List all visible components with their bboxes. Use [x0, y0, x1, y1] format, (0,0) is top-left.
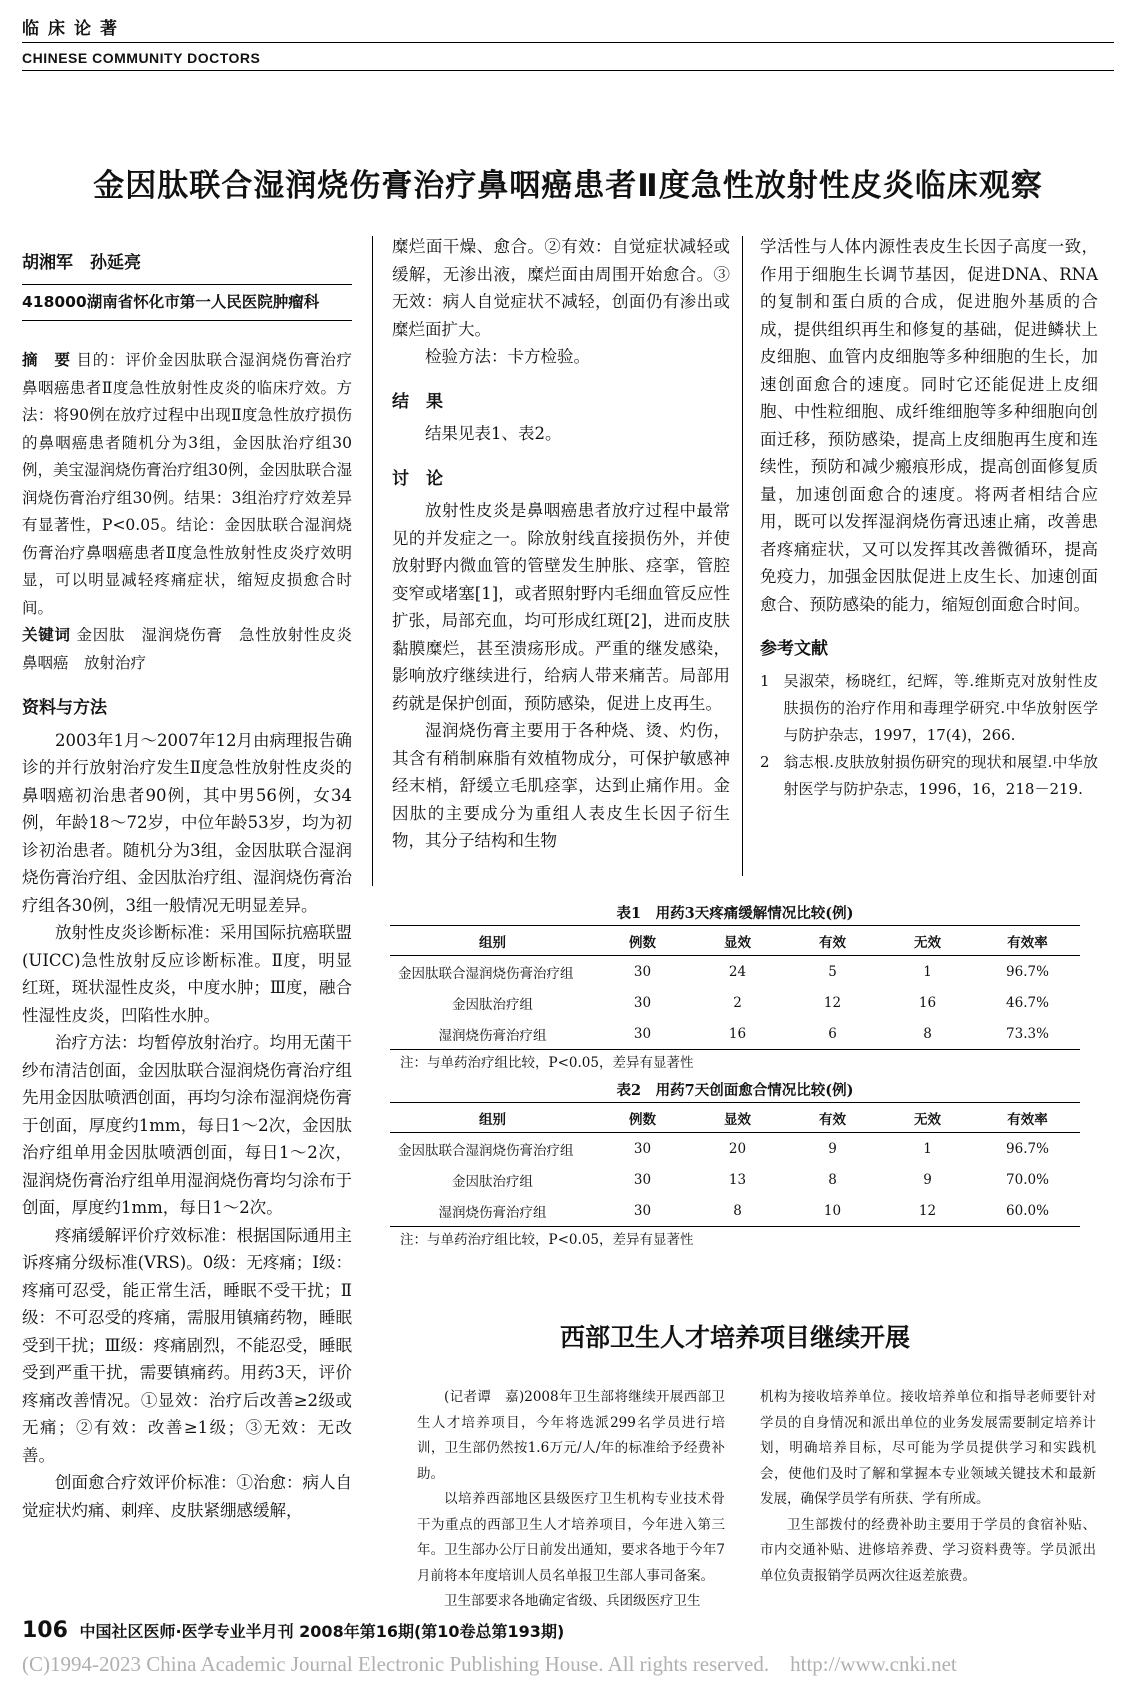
- keywords-text: 金因肽 湿润烧伤膏 急性放射性皮炎 鼻咽癌 放射治疗: [22, 626, 368, 672]
- column-header: 无效: [880, 926, 975, 956]
- table-cell: 20: [728, 1140, 747, 1157]
- table-cell: 8: [690, 1195, 785, 1227]
- table-cell: 9: [828, 1140, 837, 1157]
- table-row: [390, 1164, 1080, 1195]
- table-row: [390, 1133, 1080, 1165]
- table-cell: 16: [918, 994, 937, 1011]
- table-cell: 1: [923, 963, 932, 980]
- news-column-1: [417, 1385, 725, 1615]
- table2-caption: 表2 用药7天创面愈合情况比较(例): [616, 1082, 854, 1099]
- table-row: [390, 987, 1080, 1018]
- header-rule: [22, 42, 1114, 43]
- section-header: 临床论著: [22, 19, 126, 39]
- references-list: [760, 668, 1098, 803]
- results-heading: 结 果: [392, 391, 443, 412]
- table2-note: 注：与单药治疗组比较，P<0.05，差异有显著性: [400, 1232, 694, 1248]
- news-column-2: [760, 1385, 1096, 1589]
- test-method: 检验方法：卡方检验。: [425, 347, 590, 366]
- column-1: [22, 250, 368, 1524]
- table-cell: 金因肽联合湿润烧伤膏治疗组: [398, 1142, 574, 1159]
- column-header: 组别: [390, 926, 595, 956]
- criteria-continued: 糜烂面干燥、愈合。②有效：自觉症状减轻或缓解，无渗出液，糜烂面由周围开始愈合。③无效：病人自觉症状不减轻，创面仍有渗出或糜烂面扩大。: [392, 237, 730, 339]
- table-header-row: [390, 1103, 1080, 1133]
- table-cell: 16: [690, 1018, 785, 1050]
- column-header: 组别: [390, 1103, 595, 1133]
- column-header: 无效: [880, 1103, 975, 1133]
- news-title: 西部卫生人才培养项目继续开展: [560, 1323, 911, 1352]
- methods-paragraph: 疼痛缓解评价疗效标准：根据国际通用主诉疼痛分级标准(VRS)。0级：无疼痛；Ⅰ级：疼痛可忍受，能正常生活，睡眠不受干扰；Ⅱ级：不可忍受的疼痛，需服用镇痛药物，睡眠受到干扰；Ⅲ级：疼痛剧烈，不能忍受，睡眠受到严重干扰，需要镇痛药。用药3天，评价疼痛改善情况。①显效：治疗后改善≥2级或无痛；②有效：改善≥1级；③无效：无改善。: [22, 1225, 352, 1465]
- page-number: 106: [22, 1618, 68, 1643]
- reference-text: 吴淑荣，杨晓红，纪辉，等.维斯克对放射性皮肤损伤的治疗作用和毒理学研究.中华放射医学与防护杂志，1997，17(4)，266.: [783, 671, 1098, 744]
- table1-caption: 表1 用药3天疼痛缓解情况比较(例): [616, 905, 854, 922]
- table-cell: 96.7%: [1006, 963, 1049, 980]
- authors: 胡湘军 孙延亮: [22, 253, 141, 273]
- news-paragraph: 机构为接收培养单位。接收培养单位和指导老师要针对学员的自身情况和派出单位的业务发展需要制定培养计划，明确培养目标，尽可能为学员提供学习和实践机会，使他们及时了解和掌握本专业领域关键技术和最新发展，确保学员学有所获、学有所成。: [760, 1389, 1096, 1507]
- reference-item: [760, 749, 1098, 803]
- results-text: 结果见表1、表2。: [425, 424, 562, 443]
- methods-heading: 资料与方法: [22, 698, 107, 718]
- news-paragraph: 以培养西部地区县级医疗卫生机构专业技术骨干为重点的西部卫生人才培养项目，今年进入第三年。卫生部办公厅日前发出通知，要求各地于今年7月前将本年度培训人员名单报卫生部人事司备案。: [417, 1491, 725, 1584]
- table-cell: 2: [733, 994, 742, 1011]
- methods-paragraph: 创面愈合疗效评价标准：①治愈：病人自觉症状灼痛、刺痒、皮肤紧绷感缓解，: [22, 1473, 352, 1520]
- affiliation: 418000湖南省怀化市第一人民医院肿瘤科: [22, 284, 352, 322]
- table-cell: 湿润烧伤膏治疗组: [390, 1195, 595, 1227]
- table-header-row: [390, 926, 1080, 956]
- table-row: [390, 1195, 1080, 1227]
- column-header: 显效: [690, 1103, 785, 1133]
- column-divider: [742, 236, 743, 876]
- column-2: [392, 233, 730, 855]
- table-cell: 12: [880, 1195, 975, 1227]
- keywords-label: 关键词: [22, 626, 71, 644]
- table-cell: 金因肽治疗组: [452, 1173, 533, 1190]
- article-title: 金因肽联合湿润烧伤膏治疗鼻咽癌患者Ⅱ度急性放射性皮炎临床观察: [93, 168, 1043, 204]
- table1-note: 注：与单药治疗组比较，P<0.05，差异有显著性: [400, 1055, 694, 1071]
- table-cell: 73.3%: [975, 1018, 1080, 1050]
- table-cell: 12: [823, 994, 842, 1011]
- table-cell: 30: [595, 1195, 690, 1227]
- references-heading: 参考文献: [760, 639, 828, 659]
- table-cell: 13: [728, 1171, 747, 1188]
- column-header: 有效率: [975, 926, 1080, 956]
- table-cell: 30: [633, 994, 652, 1011]
- table1: [390, 925, 1080, 1050]
- table2: [390, 1102, 1080, 1227]
- table-row: [390, 1018, 1080, 1050]
- column-header: 例数: [595, 926, 690, 956]
- table-cell: 5: [828, 963, 837, 980]
- discussion-paragraph: 放射性皮炎是鼻咽癌患者放疗过程中最常见的并发症之一。除放射线直接损伤外，并使放射野内微血管的管壁发生肿胀、痉挛，管腔变窄或堵塞[1]，或者照射野内毛细血管反应性扩张，局部充血，均可形成红斑[2]，进而皮肤黏膜糜烂，甚至溃疡形成。严重的继发感染，影响放疗继续进行，给病人带来痛苦。局部用药就是保护创面，预防感染，促进上皮再生。: [392, 501, 730, 713]
- reference-text: 翁志根.皮肤放射损伤研究的现状和展望.中华放射医学与防护杂志，1996，16，218－219.: [783, 752, 1098, 798]
- column-3: [760, 233, 1098, 803]
- discussion-paragraph: 湿润烧伤膏主要用于各种烧、烫、灼伤，其含有稍制麻脂有效植物成分，可保护敏感神经末梢，舒缓立毛肌痉挛，达到止痛作用。金因肽的主要成分为重组人表皮生长因子衍生物，其分子结构和生物: [392, 721, 730, 850]
- methods-paragraph: 2003年1月～2007年12月由病理报告确诊的并行放射治疗发生Ⅱ度急性放射性皮炎的鼻咽癌初治患者90例，其中男56例，女34例，年龄18～72岁，中位年龄53岁，均为初诊初治患者。随机分为3组，金因肽联合湿润烧伤膏治疗组、金因肽治疗组、湿润烧伤膏治疗组各30例，3组一般情况无明显差异。: [22, 730, 352, 915]
- journal-name: CHINESE COMMUNITY DOCTORS: [22, 50, 261, 66]
- discussion-continued: 学活性与人体内源性表皮生长因子高度一致，作用于细胞生长调节基因，促进DNA、RNA的复制和蛋白质的合成，促进胞外基质的合成，提供组织再生和修复的基础，促进鳞状上皮细胞、血管内皮细胞等多种细胞的生长，加速创面愈合的速度。同时它还能促进上皮细胞、中性粒细胞、成纤维细胞等多种细胞向创面迁移，预防感染，提高上皮细胞再生度和连续性，预防和减少瘢痕形成，提高创面修复质量，加速创面愈合的速度。将两者相结合应用，既可以发挥湿润烧伤膏迅速止痛，改善患者疼痛症状，又可以发挥其改善微循环，提高免疫力，加强金因肽促进上皮生长、加速创面愈合、预防感染的能力，缩短创面愈合时间。: [760, 237, 1098, 614]
- table-cell: 30: [633, 1171, 652, 1188]
- table-cell: 30: [633, 1140, 652, 1157]
- methods-paragraph: 治疗方法：均暂停放射治疗。均用无菌干纱布清洁创面，金因肽联合湿润烧伤膏治疗组先用金因肽喷洒创面，再均匀涂布湿润烧伤膏于创面，厚度约1mm，每日1～2次，金因肽治疗组单用金因肽喷洒创面，每日1～2次，湿润烧伤膏治疗组单用湿润烧伤膏均匀涂布于创面，厚度约1mm，每日1～2次。: [22, 1033, 352, 1217]
- abstract-label: 摘 要: [22, 351, 71, 369]
- column-header: 有效率: [975, 1103, 1080, 1133]
- header-rule-bottom: [22, 70, 1114, 71]
- table-cell: 1: [923, 1140, 932, 1157]
- table-row: [390, 956, 1080, 988]
- keywords: [22, 622, 368, 677]
- reference-number: 1: [760, 671, 770, 690]
- abstract-text: 目的：评价金因肽联合湿润烧伤膏治疗鼻咽癌患者Ⅱ度急性放射性皮炎的临床疗效。方法：将90例在放疗过程中出现Ⅱ度急性放疗损伤的鼻咽癌患者随机分为3组，金因肽治疗组30例，美宝湿润烧伤膏治疗组30例，金因肽联合湿润烧伤膏治疗组30例。结果：3组治疗疗效差异有显著性，P<0.05。结论：金因肽联合湿润烧伤膏治疗鼻咽癌患者Ⅱ度急性放射性皮炎疗效明显，可以明显减轻疼痛症状，缩短皮损愈合时间。: [22, 351, 352, 617]
- news-paragraph: (记者谭 嘉)2008年卫生部将继续开展西部卫生人才培养项目，今年将选派299名学员进行培训，卫生部仍然按1.6万元/人/年的标准给予经费补助。: [417, 1389, 725, 1482]
- table-cell: 30: [633, 963, 652, 980]
- copyright-watermark: (C)1994-2023 China Academic Journal Electronic Publishing House. All rights reserved. http://www.cnki.net: [22, 1652, 957, 1676]
- table-cell: 8: [828, 1171, 837, 1188]
- column-header: 有效: [785, 926, 880, 956]
- column-header: 显效: [690, 926, 785, 956]
- table-cell: 金因肽治疗组: [452, 996, 533, 1013]
- table-cell: 24: [728, 963, 747, 980]
- table-cell: 70.0%: [1006, 1171, 1049, 1188]
- reference-item: [760, 668, 1098, 749]
- table-cell: 60.0%: [975, 1195, 1080, 1227]
- methods-paragraph: 放射性皮炎诊断标准：采用国际抗癌联盟(UICC)急性放射反应诊断标准。Ⅱ度，明显红斑，斑状湿性皮炎，中度水肿；Ⅲ度，融合性湿性皮炎，凹陷性水肿。: [22, 923, 352, 1025]
- table-cell: 8: [880, 1018, 975, 1050]
- news-paragraph: 卫生部要求各地确定省级、兵团级医疗卫生: [444, 1593, 701, 1609]
- column-header: 例数: [595, 1103, 690, 1133]
- table-cell: 9: [923, 1171, 932, 1188]
- news-paragraph: 卫生部拨付的经费补助主要用于学员的食宿补贴、市内交通补贴、进修培养费、学习资料费等。学员派出单位负责报销学员两次往返差旅费。: [760, 1516, 1096, 1584]
- footer-text: 中国社区医师·医学专业半月刊 2008年第16期(第10卷总第193期): [79, 1622, 565, 1641]
- table-cell: 30: [595, 1018, 690, 1050]
- table-cell: 96.7%: [1006, 1140, 1049, 1157]
- reference-number: 2: [760, 752, 770, 771]
- column-divider: [372, 236, 373, 886]
- table-cell: 湿润烧伤膏治疗组: [390, 1018, 595, 1050]
- abstract: [22, 347, 352, 622]
- discussion-heading: 讨 论: [392, 468, 443, 489]
- table-cell: 金因肽联合湿润烧伤膏治疗组: [398, 965, 574, 982]
- table-cell: 46.7%: [1006, 994, 1049, 1011]
- page-footer: [22, 1618, 564, 1643]
- table-cell: 10: [785, 1195, 880, 1227]
- table-cell: 6: [785, 1018, 880, 1050]
- column-header: 有效: [785, 1103, 880, 1133]
